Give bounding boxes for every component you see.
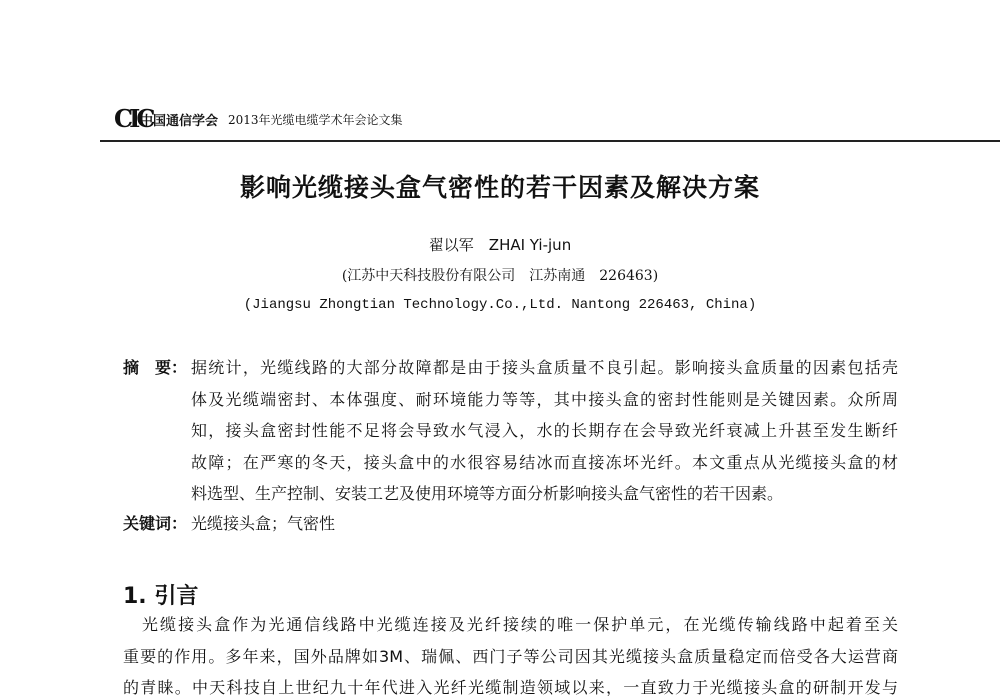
body-line: 光缆接头盒作为光通信线路中光缆连接及光纤接续的唯一保护单元，在光缆传输线路中起着至关 [142,615,898,634]
paper-title: 影响光缆接头盒气密性的若干因素及解决方案 [239,173,760,202]
keywords-label: 关键词： [123,514,188,533]
affiliation-en: (Jiangsu Zhongtian Technology.Co.,Ltd. Nantong 226463, China) [243,297,757,313]
header-organization: 中国通信学会 [140,114,219,129]
header-publication: 2013年光缆电缆学术年会论文集 [228,113,403,127]
abstract-line: 故障；在严寒的冬天，接头盒中的水很容易结冰而直接冻坏光纤。本文重点从光缆接头盒的材 [191,453,898,472]
abstract-line: 料选型、生产控制、安装工艺及使用环境等方面分析影响接头盒气密性的若干因素。 [191,484,784,503]
header-rule [100,140,1000,142]
section-heading: 1. 引言 [123,584,199,609]
affiliation-cn: (江苏中天科技股份有限公司 江苏南通 226463) [341,268,659,284]
abstract-label: 摘 要： [123,358,188,377]
author: 翟以军 ZHAI Yi-jun [428,236,572,254]
society-logo: CIC [114,104,152,133]
abstract-line: 知，接头盒密封性能不足将会导致水气浸入，水的长期存在会导致光纤衰减上升甚至发生断纤 [191,421,898,440]
body-line: 的青睐。中天科技自上世纪九十年代进入光纤光缆制造领域以来，一直致力于光缆接头盒的研制开发与 [123,678,898,696]
abstract-line: 体及光缆端密封、本体强度、耐环境能力等等，其中接头盒的密封性能则是关键因素。众所周 [191,390,898,409]
abstract-line: 据统计，光缆线路的大部分故障都是由于接头盒质量不良引起。影响接头盒质量的因素包括壳 [191,358,898,377]
body-line: 重要的作用。多年来，国外品牌如3M、瑞佩、西门子等公司因其光缆接头盒质量稳定而倍受各大运营商 [123,647,898,666]
keywords-text: 光缆接头盒；气密性 [191,514,336,533]
